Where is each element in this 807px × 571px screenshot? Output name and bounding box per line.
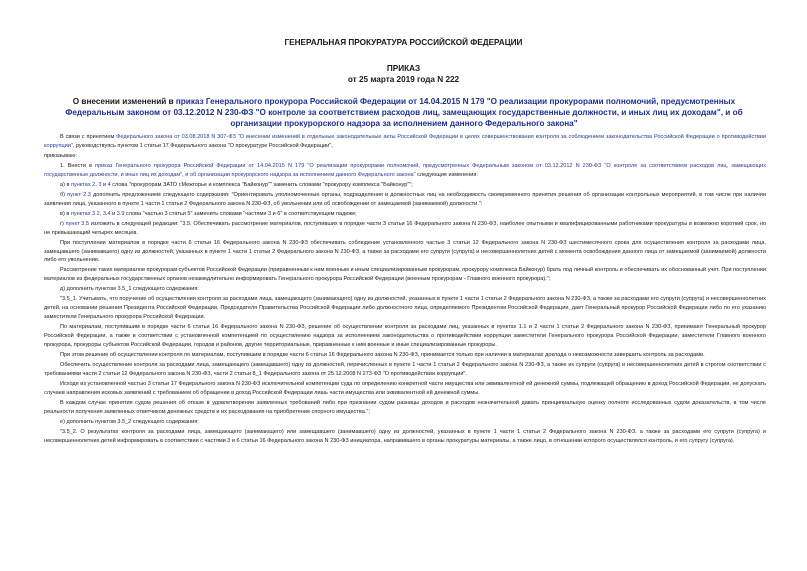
paragraph-text: При поступлении материалов в порядке части 6 статьи 16 Федерального закона N 230-ФЗ обеспечивать соблюдение установленного частью 3 статьи 12 Федерального закона N 230-ФЗ шестимесячного срока для осуществления контроля за расходами лица, замещавшего (занимавшего) одну из должностей, указанных в пункте 1 части 1 статьи 2 Федерального закона N 230-ФЗ, а также за расходами его супруги (супруга) и несовершеннолетних детей с момента освобождения данного лица от замещаемой (занимаемой) должности либо его увольнения. xyxy=(44,239,766,264)
paragraph xyxy=(44,351,766,360)
document-link[interactable]: пункт 3.5 xyxy=(65,220,89,227)
document-link[interactable]: 3.4 xyxy=(102,210,111,217)
document-title xyxy=(44,96,764,129)
paragraph-text: 1. Внести в xyxy=(60,162,96,169)
paragraph-text: слова "прокурорам ЗАТО г.Межгорье и комплекса "Байконур"" заменить словами "прокурору комплекса "Байконур""; xyxy=(110,181,413,188)
paragraph-text: е) дополнить пунктом 3.5_2 следующего содержания: xyxy=(60,418,199,425)
paragraph-text: изложить в следующей редакции: "3.5. Обеспечивать рассмотрение материалов, поступивших в порядке части 3 статьи 16 Федерального закона N 230-ФЗ, наиболее опытными и квалифицированными работниками прокуратуры в возможно короткий срок, но не превышающий четырех месяцев. xyxy=(44,220,766,236)
paragraph xyxy=(44,152,766,161)
paragraph-text: , xyxy=(95,181,99,188)
paragraph xyxy=(44,399,766,417)
document-body xyxy=(44,133,766,447)
paragraph-text: г) xyxy=(60,220,66,227)
paragraph-text: слова "частью 3 статьи 5" заменить словами "частями 3 и 6" в соответствующем падеже; xyxy=(124,210,357,217)
paragraph xyxy=(44,418,766,427)
paragraph-text: Обеспечить осуществление контроля за расходами лица, замещающего (замещавшего) одну из должностей, перечисленных в пункте 1 части 1 статьи 2 Федерального закона N 230-ФЗ, а также их супруги (супруга) и несовершеннолетних детей в строгом соответствии с требованиями части 2 статьи 12 Федерального закона N 230-ФЗ, части 2 статьи 8_1 Федерального закона от 25.12.2008 N 273-ФЗ "О противодействии коррупции". xyxy=(44,361,766,377)
paragraph xyxy=(44,285,766,294)
paragraph-text: , xyxy=(99,210,103,217)
paragraph-text: и xyxy=(110,210,117,217)
paragraph-text: а) в xyxy=(60,181,71,188)
paragraph-text: "3.5_2. О результатах контроля за расходами лица, замещающего (занимающего) или замещавшего (занимавшего) одну из должностей, указанных в пункте 1 части 1 статьи 2 Федерального закона N 230-ФЗ, а также за расходами его супруги (супруга) и несовершеннолетних детей информировать в соответствии с частями 3 и 6 статьи 16 Федерального закона N 230-ФЗ инициатора, направившего в органы прокуратуры материалы, а также лицо, в отношении которого осуществлялся контроль, и его супругу (супруга). xyxy=(44,428,766,444)
paragraph xyxy=(44,361,766,379)
paragraph xyxy=(44,239,766,266)
paragraph xyxy=(44,428,766,446)
paragraph-text: следующие изменения: xyxy=(415,171,478,178)
document-type: ПРИКАЗ xyxy=(386,64,421,73)
document-date: от 25 марта 2019 года N 222 xyxy=(347,75,460,84)
paragraph-text: дополнить предложением следующего содержания: "Ориентировать уполномоченные органы, подразделения и должностных лиц на необходимость своевременного принятия решения об организации контрольных мероприятий, в том числе при наличии заявления лица, указанного в пункте 1 части 1 статьи 2 Федерального закона N 230-ФЗ, об увольнении или об освобождении от замещаемой (занимаемой) должности."; xyxy=(44,191,766,207)
paragraph-text: приказываю: xyxy=(44,152,77,159)
paragraph xyxy=(44,162,766,180)
document-link[interactable]: пункт 2.3 xyxy=(67,191,91,198)
paragraph-text: В связи с принятием xyxy=(60,134,117,140)
document-link[interactable]: Федерального закона от 03.08.2018 N 307-ФЗ "О внесении изменений в отдельные законодательные акты Российской Федерации в целях совершенствования контроля за соблюдением законодательства Российской Федерации о противодействии коррупции" xyxy=(44,134,766,149)
issuing-organization: ГЕНЕРАЛЬНАЯ ПРОКУРАТУРА РОССИЙСКОЙ ФЕДЕРАЦИИ xyxy=(284,38,523,47)
paragraph xyxy=(44,210,766,219)
paragraph-text: В каждом случае принятия судом решения об отказе в удовлетворении заявленных требований либо при признании судом разницы доходов и расходов незначительной давать принципиальную оценку полноте исследованных судом доказательств, в том числе реальности получения заявленных ответчиком денежных средств и их расходования на приобретение спорного имущества."; xyxy=(44,399,766,415)
paragraph xyxy=(44,191,766,209)
paragraph-text: и xyxy=(101,181,108,188)
document-link[interactable]: 3.9 xyxy=(116,210,125,217)
paragraph xyxy=(44,220,766,238)
title-order-link[interactable]: приказ Генерального прокурора Российской Федерации от 14.04.2015 N 179 "О реализации прокурорами полномочий, предусмотренных Федеральным законом от 03.12.2012 N 230-ФЗ "О контроле за соответствием расходов лиц, замещающих государственные должности, и иных лиц их доходам", и об организации прокурорского надзора за исполнением данного Федерального закона" xyxy=(65,97,743,128)
paragraph-text: в) в xyxy=(60,210,71,217)
paragraph-text: д) дополнить пунктом 3.5_1 следующего содержания: xyxy=(60,286,199,293)
paragraph-text: Рассмотрение таких материалов прокурорам субъектов Российской Федерации (приравненным к ним военным и иным специализированным прокурорам, прокурору комплекса Байконур) брать под личный контроль и обеспечивать их обоснованный учет. При поступлении материалов из федеральных государственных органов незамедлительно информировать Генерального прокурора Российской Федерации (военным прокурорам - Главного военного прокурора)."; xyxy=(44,267,766,283)
paragraph-text: Исходя из установленной частью 3 статьи 17 Федерального закона N 230-ФЗ исключительной компетенции суда по определению конкретной части имущества или эквивалентной ей денежной суммы, подлежащей обращению в доход Российской Федерации, не допускать случаев направления исковых заявлений с требованием об обращении в доход Российской Федерации лишь части имущества или эквивалентной ей денежной суммы. xyxy=(44,380,766,396)
document-link[interactable]: 4 xyxy=(107,181,111,188)
paragraph-text: б) xyxy=(60,191,68,198)
document-link[interactable]: пунктах 3.2 xyxy=(70,210,100,217)
paragraph xyxy=(44,380,766,398)
paragraph-text: , руководствуясь пунктом 1 статьи 17 Федерального закона "О прокуратуре Российской Федерации", xyxy=(72,142,333,149)
paragraph-text: При этом решение об осуществлении контроля по материалам, поступившим в порядке части 6 статьи 16 Федерального закона N 230-ФЗ, принимается только при наличии в материалах доклада о невозможности завершить контроль за расходами. xyxy=(60,351,705,358)
paragraph xyxy=(44,323,766,350)
document-link[interactable]: 3 xyxy=(98,181,102,188)
paragraph xyxy=(44,181,766,190)
paragraph xyxy=(44,295,766,322)
paragraph xyxy=(44,266,766,284)
paragraph-text: "3.5_1. Учитывать, что поручение об осуществлении контроля за расходами лица, замещающего (занимающего) одну из должностей, указанных в пункте 1 части 1 статьи 2 Федерального закона N 230-ФЗ, а также за расходами его супруги (супруга) и несовершеннолетних детей, на основании решения Президента Российской Федерации, Председателя Правительства Российской Федерации либо должностного лица, определяемого Президентом Российской Федерации, дает Генеральный прокурор Российской Федерации либо по его указанию заместители Генерального прокурора Российской Федерации. xyxy=(44,296,766,321)
paragraph xyxy=(44,133,766,151)
document-link[interactable]: приказ Генерального прокурора Российской Федерации от 14.04.2015 N 179 "О реализации прокурорами полномочий, предусмотренных Федеральным законом от 03.12.2012 N 230-ФЗ "О контроле за соответствием расходов лиц, замещающих государственные должности, и иных лиц их доходам", и об организации прокурорского надзора за исполнением данного Федерального закона" xyxy=(44,162,766,178)
title-prefix: О внесении изменений в xyxy=(72,97,176,106)
paragraph-text: По материалам, поступившим в порядке части 6 статьи 16 Федерального закона N 230-ФЗ, решение об осуществлении контроля за расходами лиц, указанных в пунктах 1.1 и 2 части 1 статьи 2 Федерального закона N 230-ФЗ, принимают Генеральный прокурор Российской Федерации, а также в соответствии с установленной компетенцией по осуществлению надзора за исполнением законодательства о противодействии коррупции заместители Генерального прокурора Российской Федерации, заместители Главного военного прокурора, прокуроры субъектов Российской Федерации, городов и районов, другие территориальные, приравненные к ним военные и иные специализированные прокуроры. xyxy=(44,324,766,348)
document-link[interactable]: пунктах 2 xyxy=(70,181,96,188)
